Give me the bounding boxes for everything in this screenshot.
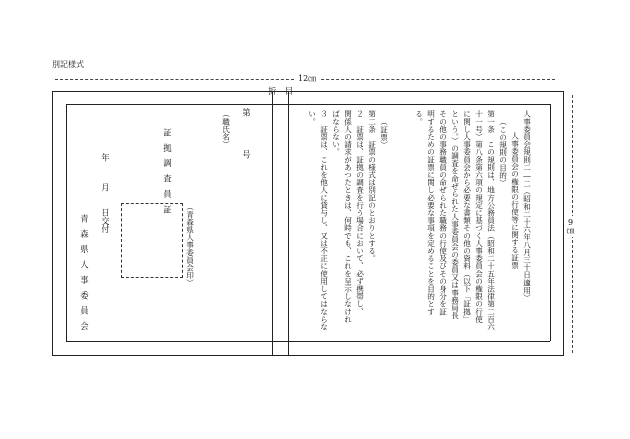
article2-line-3: 関係人の請求があつたときは、何時でも、これを呈示しなけれ: [343, 110, 353, 323]
article1-line-1: 第一条 この規則は、地方公務員法（昭和二十五年法律第二百六: [486, 110, 496, 331]
inner-left-line: [66, 104, 67, 341]
article1-line-4: という。）の調査を命ぜられた人事委員会の委員又は事務局長: [450, 110, 460, 319]
width-dimension-label: 12㎝: [295, 73, 319, 84]
issuer-name: 青森県人事委員会: [79, 214, 90, 338]
article2-line-2: ２ 証票は、証拠の調査を行う場合において、必ず携帯し、: [355, 110, 365, 316]
page-label: 別記様式: [52, 60, 84, 69]
position-name-label: （職氏名）: [221, 110, 231, 148]
fold-line-right: [288, 91, 289, 356]
regulation-subtitle: 人事委員会の権限の行使等に関する証票: [510, 132, 520, 269]
inner-bottom-line: [66, 341, 550, 342]
article2-line-4: ばならない。: [331, 110, 341, 156]
certificate-title: 証拠調査員証: [162, 128, 173, 221]
heading-purpose: （この規則の目的）: [498, 118, 508, 187]
fold-label: 折 目: [268, 86, 294, 96]
article2-line-1: 第二条 証票の様式は別記のとおりとする。: [367, 110, 377, 262]
article1-line-6: 明するための証票に関し必要な事項を定めることを目的とす: [426, 110, 436, 316]
article1-line-7: る。: [414, 110, 424, 126]
seal-box: [121, 203, 183, 278]
date-month: 月: [100, 183, 111, 192]
inner-right-line: [550, 104, 551, 341]
regulation-title: 人事委員会規則二―二（昭和二十六年八月三十日適用）: [522, 110, 532, 302]
article1-line-5: その他の事務職員の命ぜられた職務の行使及びその身分を証: [438, 110, 448, 316]
article2-line-6: い。: [307, 110, 317, 126]
inner-top-line: [66, 104, 550, 105]
heading-certificate: （証票）: [379, 118, 389, 149]
article1-line-3: に関し人事委員会から必要な書類その他の資料（以下「証拠」: [462, 110, 472, 323]
date-issued: 日交付: [100, 208, 111, 234]
fold-line-left: [272, 91, 273, 356]
height-dimension-label: 9㎝: [566, 218, 575, 235]
date-year: 年: [100, 153, 111, 162]
number-label-last: 号: [241, 150, 252, 159]
seal-text: （青森県人事委員会印）: [185, 203, 195, 287]
article2-line-5: ３ 証票は、これを他人に貸与し、又は不正に使用してはならな: [319, 110, 329, 331]
number-label-first: 第: [241, 108, 252, 117]
article1-line-2: 十一号）第八条第六項の規定に基づく人事委員会の権限の行使: [474, 110, 484, 323]
